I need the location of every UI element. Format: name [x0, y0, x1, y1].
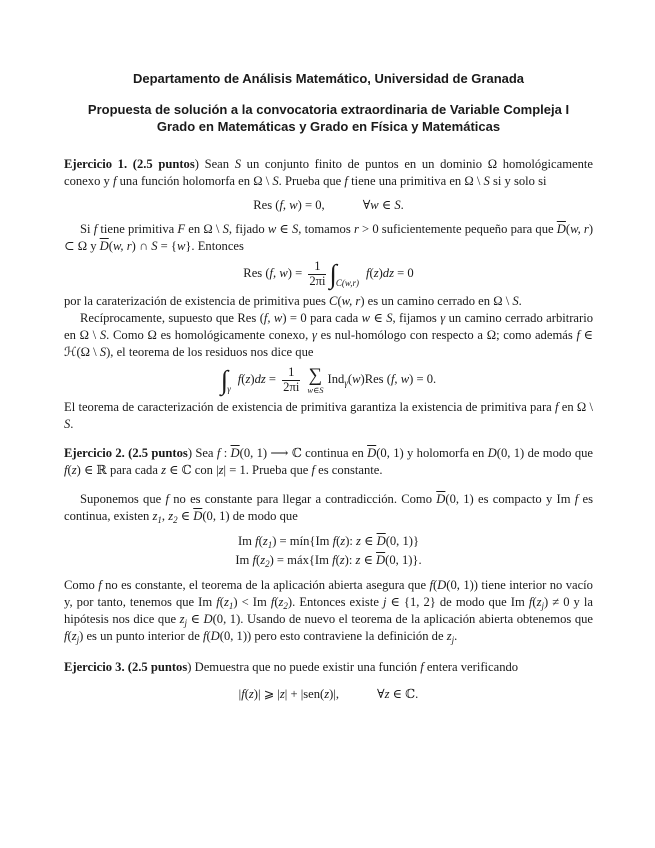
- overline-math-run: $\overline{D}$: [436, 492, 446, 506]
- text-run: (: [255, 553, 261, 567]
- solution-1-paragraph-4: [64, 399, 593, 433]
- math-run: f: [270, 595, 275, 609]
- math-run: S: [512, 294, 519, 308]
- text-run: | = 1. Prueba que: [223, 463, 312, 477]
- text-run: |: [238, 687, 242, 701]
- summation: [307, 366, 323, 395]
- text-run: (0, 1) y holomorfa en: [376, 446, 488, 460]
- subscript-run: 2: [265, 559, 270, 569]
- text-run: Suponemos que: [80, 492, 166, 506]
- text-run: Im: [235, 553, 253, 567]
- text-run: ) es un punto interior de: [79, 629, 203, 643]
- math-run: z: [278, 595, 284, 609]
- overline-math-run: $\overline{D}$: [193, 509, 203, 523]
- math-run: f: [554, 400, 559, 414]
- text-run: ∈: [276, 222, 292, 236]
- math-run: f: [64, 629, 68, 643]
- math-run: f: [112, 174, 117, 188]
- text-run: si y solo si: [489, 174, 547, 188]
- text-run: ∀: [377, 687, 385, 701]
- math-run: f, w: [279, 198, 298, 212]
- text-run: por la caraterización de existencia de primitiva pues: [64, 294, 330, 308]
- math-run: f: [241, 687, 245, 701]
- text-run: Res (: [253, 198, 280, 212]
- text-run: (: [258, 534, 263, 548]
- math-run: f: [64, 463, 68, 477]
- math-run: j: [382, 595, 387, 609]
- fraction: [282, 366, 300, 393]
- math-run: z: [218, 463, 224, 477]
- math-run: f, w: [390, 371, 410, 386]
- integral: [221, 365, 238, 395]
- math-run: z: [279, 687, 285, 701]
- math-run: S: [483, 174, 490, 188]
- overline-math-run: $\overline{D}$: [376, 553, 386, 567]
- header-subtitle: Grado en Matemáticas y Grado en Física y Matemáticas: [156, 119, 501, 134]
- text-run: (: [565, 222, 571, 236]
- text-run: ∈ ℂ con |: [165, 463, 219, 477]
- text-run: tiene primitiva: [97, 222, 178, 236]
- text-run: ∈ {1, 2} de modo que Im: [386, 595, 529, 609]
- math-run: D: [203, 612, 213, 626]
- text-run: (: [532, 595, 537, 609]
- summation-sign: ∑: [308, 364, 323, 386]
- integral-subscript: C(w,r): [335, 277, 359, 288]
- text-run: , fijado: [228, 222, 268, 236]
- math-run: w: [352, 371, 361, 386]
- equation-min-max: [64, 533, 593, 569]
- math-run: z: [339, 553, 345, 567]
- text-run: | + |sen(: [284, 687, 325, 701]
- text-run: (0, 1) de modo que: [202, 509, 298, 523]
- math-run: f: [528, 595, 533, 609]
- text-run: = {: [157, 239, 177, 253]
- subscript-run: j: [184, 618, 188, 628]
- text-run: es nul-homólogo con respecto a Ω; como además: [316, 328, 577, 342]
- fraction-numerator: 1: [308, 260, 326, 274]
- integral-sign: ∫: [220, 365, 229, 395]
- math-run: w: [370, 198, 379, 212]
- text-run: (: [274, 595, 279, 609]
- math-run: f, w: [263, 311, 283, 325]
- text-run: ∈: [370, 311, 387, 325]
- math-run: z: [245, 371, 251, 386]
- math-run: z: [152, 509, 158, 523]
- text-run: ) Sea: [187, 446, 217, 460]
- text-run: ) = 0 para cada: [282, 311, 362, 325]
- bold-run: Ejercicio 2. (2.5 puntos: [64, 446, 188, 460]
- text-run: = 0: [394, 265, 414, 280]
- subscript-run: j: [451, 635, 455, 645]
- text-run: (: [67, 463, 72, 477]
- exercise-3-statement: [64, 659, 593, 676]
- math-run: z: [384, 687, 390, 701]
- math-run: z: [324, 687, 330, 701]
- math-run: f: [365, 265, 370, 280]
- math-run: w, r: [112, 239, 132, 253]
- overline-math-run: $\overline{D}$: [556, 222, 566, 236]
- math-run: S: [394, 198, 401, 212]
- text-run: (: [337, 294, 342, 308]
- math-run: S: [64, 417, 71, 431]
- equation-residue-integral: [64, 259, 593, 289]
- math-run: S: [99, 328, 107, 342]
- text-run: ) ∩: [131, 239, 152, 253]
- exercise-2-statement: [64, 445, 593, 479]
- math-run: z: [168, 509, 174, 523]
- summation-index: w∈S: [307, 384, 324, 395]
- text-run: (0, 1)}: [385, 534, 420, 548]
- text-run: .: [70, 417, 74, 431]
- text-run: (0, 1). Usando de nuevo el teorema de la aplicación abierta obtenemos que: [212, 612, 594, 626]
- solution-1-paragraph-2: [64, 293, 593, 310]
- math-run: f: [216, 595, 220, 609]
- text-run: ) Sean: [194, 157, 235, 171]
- text-run: > 0 suficientemente pequeño para que: [358, 222, 557, 236]
- math-run: S: [234, 157, 242, 171]
- text-run: (: [206, 629, 211, 643]
- text-run: ∈: [378, 198, 395, 212]
- math-run: f: [429, 578, 433, 592]
- spacer: [339, 697, 377, 698]
- text-run: =: [265, 371, 280, 386]
- subscript-run: 1: [267, 540, 273, 550]
- fraction-numerator: 1: [282, 366, 300, 380]
- integral: [329, 259, 366, 289]
- text-run: Si: [80, 222, 94, 236]
- text-run: ). Entonces existe: [287, 595, 383, 609]
- math-run: f: [420, 660, 424, 674]
- text-run: entera verificando: [423, 660, 519, 674]
- math-run: z: [262, 534, 268, 548]
- math-run: f: [311, 463, 316, 477]
- equation-line: [64, 552, 593, 569]
- text-run: (: [241, 371, 246, 386]
- math-run: f: [165, 492, 169, 506]
- document-body: [64, 156, 593, 703]
- math-run: z: [355, 553, 361, 567]
- math-run: dz: [254, 371, 266, 386]
- text-run: ∈ ℂ.: [389, 687, 419, 701]
- text-run: .: [518, 294, 522, 308]
- subscript-run: j: [541, 601, 544, 611]
- math-run: f: [255, 534, 259, 548]
- text-run: ):: [344, 553, 356, 567]
- text-run: ∈: [187, 612, 204, 626]
- text-run: no es constante, el teorema de la aplicación abierta asegura que: [101, 578, 430, 592]
- exercise-1-statement: [64, 156, 593, 190]
- math-run: f: [574, 492, 579, 506]
- math-run: S: [272, 174, 279, 188]
- math-run: S: [291, 222, 299, 236]
- text-run: Recíprocamente, supuesto que Res (: [80, 311, 264, 325]
- math-run: z: [446, 629, 452, 643]
- overline-math-run: $\overline{D}$: [367, 446, 377, 460]
- math-run: f: [344, 174, 348, 188]
- bold-run: Ejercicio 3. (2.5 puntos: [64, 660, 188, 674]
- math-run: z: [260, 553, 266, 567]
- math-run: D: [487, 446, 497, 460]
- math-run: S: [99, 345, 107, 359]
- text-run: en Ω \: [558, 400, 593, 414]
- math-run: z: [340, 534, 346, 548]
- text-run: ,: [161, 509, 169, 523]
- text-run: ) es un camino cerrado en Ω \: [360, 294, 513, 308]
- text-run: (: [335, 553, 340, 567]
- text-run: (: [369, 265, 374, 280]
- math-run: S: [151, 239, 158, 253]
- text-run: , fijamos: [392, 311, 441, 325]
- text-run: ∈: [360, 534, 377, 548]
- math-run: z: [373, 265, 379, 280]
- math-run: S: [386, 311, 393, 325]
- math-run: f: [252, 553, 256, 567]
- subscript-run: 2: [173, 515, 178, 525]
- math-run: w, r: [341, 294, 361, 308]
- text-run: en Ω \: [185, 222, 223, 236]
- fraction-denominator: 2πi: [309, 273, 326, 288]
- equation-residues-zero: [64, 197, 593, 214]
- math-run: f: [237, 371, 242, 386]
- text-run: Im: [237, 534, 256, 548]
- subscript-run: j: [76, 635, 80, 645]
- math-run: f: [202, 629, 207, 643]
- math-run: z: [536, 595, 542, 609]
- text-run: (0, 1)}.: [385, 553, 422, 567]
- math-run: z: [248, 687, 254, 701]
- text-run: ) = 0.: [409, 371, 437, 386]
- overline-math-run: $\overline{D}$: [230, 446, 240, 460]
- math-run: γ: [440, 311, 446, 325]
- math-run: z: [179, 612, 185, 626]
- text-run: (: [219, 595, 224, 609]
- math-run: z: [161, 463, 166, 477]
- text-run: ) ⊂ Ω y: [64, 222, 594, 253]
- text-run: ): [250, 371, 255, 386]
- equation-entire-bound: [64, 686, 593, 703]
- text-run: ∀: [362, 198, 371, 212]
- overline-math-run: $\overline{D}$: [376, 534, 386, 548]
- math-run: dz: [382, 265, 394, 280]
- text-run: (: [67, 629, 72, 643]
- math-run: f: [216, 446, 221, 460]
- text-run: }. Entonces: [185, 239, 244, 253]
- text-run: ) = 0,: [297, 198, 325, 212]
- math-run: γ: [311, 328, 317, 342]
- text-run: ) = mín{Im: [272, 534, 333, 548]
- text-run: :: [220, 446, 231, 460]
- text-run: )|,: [329, 687, 340, 701]
- text-run: ) ∈ ℝ para cada: [76, 463, 162, 477]
- equation-line: [64, 533, 593, 550]
- text-run: (: [336, 534, 341, 548]
- text-run: ∈: [360, 553, 377, 567]
- text-run: ):: [345, 534, 357, 548]
- document-header: [64, 70, 593, 135]
- math-run: z: [71, 629, 77, 643]
- math-run: z: [356, 534, 361, 548]
- text-run: ), el teorema de los residuos nos dice que: [106, 345, 314, 359]
- text-run: , tomamos: [298, 222, 354, 236]
- text-run: Ind: [327, 371, 345, 386]
- equation-line: [64, 686, 593, 703]
- fraction: [308, 260, 326, 287]
- math-run: z: [71, 463, 77, 477]
- text-run: ) =: [287, 265, 306, 280]
- text-run: . Prueba que: [278, 174, 345, 188]
- text-run: (0, 1)) pero esto contraviene la definición de: [219, 629, 447, 643]
- fraction-denominator: 2πi: [283, 379, 300, 394]
- text-run: El teorema de caracterización de existencia de primitiva garantiza la existencia de primitiva para: [64, 400, 555, 414]
- math-run: z: [223, 595, 229, 609]
- text-run: . Como Ω es homológicamente conexo,: [106, 328, 312, 342]
- text-run: (: [347, 371, 353, 386]
- text-run: .: [454, 629, 458, 643]
- math-run: w: [176, 239, 186, 253]
- math-run: F: [177, 222, 186, 236]
- math-run: f, w: [269, 265, 288, 280]
- text-run: (: [108, 239, 113, 253]
- equation-residue-theorem: [64, 365, 593, 395]
- text-run: ): [378, 265, 383, 280]
- text-run: (0, 1) ⟶ ℂ continua en: [239, 446, 368, 460]
- solution-1-paragraph-3: [64, 310, 593, 361]
- text-run: Res (: [243, 265, 270, 280]
- math-run: f: [576, 328, 580, 342]
- integral-subscript: γ: [227, 383, 231, 394]
- header-department: Departamento de Análisis Matemático, Universidad de Granada: [132, 71, 525, 86]
- equation-line: [64, 197, 593, 214]
- solution-1-paragraph-1: [64, 221, 593, 255]
- math-run: w, r: [570, 222, 589, 236]
- text-run: ∈: [177, 509, 194, 523]
- spacer: [325, 208, 363, 209]
- overline-math-run: $\overline{D}$: [99, 239, 109, 253]
- text-run: tiene una primitiva en Ω \: [347, 174, 484, 188]
- subscript-run: γ: [344, 377, 348, 388]
- text-run: (0, 1)) tiene interior no vacío y, por tanto, tenemos que Im: [64, 578, 593, 609]
- bold-run: Ejercicio 1. (2.5 puntos: [64, 157, 195, 171]
- text-run: no es constante para llegar a contradicción. Como: [168, 492, 437, 506]
- math-run: D: [210, 629, 220, 643]
- header-title: Propuesta de solución a la convocatoria extraordinaria de Variable Compleja I: [87, 102, 570, 117]
- text-run: ) = máx{Im: [269, 553, 333, 567]
- text-run: ∈ ℋ(Ω \: [64, 328, 593, 359]
- text-run: es continua, existen: [64, 492, 593, 523]
- math-run: D: [437, 578, 447, 592]
- text-run: (: [244, 687, 249, 701]
- text-run: (: [432, 578, 438, 592]
- text-run: .: [400, 198, 404, 212]
- equation-line: [64, 259, 593, 289]
- text-run: )| ⩾ |: [253, 687, 280, 701]
- math-run: r: [353, 222, 359, 236]
- math-run: f: [332, 534, 337, 548]
- text-run: ) ≠ 0 y la hipótesis nos dice que: [64, 595, 594, 626]
- text-run: (0, 1) de modo que: [496, 446, 594, 460]
- subscript-run: 1: [228, 601, 234, 611]
- math-run: S: [222, 222, 229, 236]
- text-run: (0, 1) es compacto y Im: [445, 492, 575, 506]
- integral-sign: ∫: [329, 259, 337, 289]
- math-run: w: [267, 222, 277, 236]
- equation-line: [64, 365, 593, 395]
- text-run: un conjunto finito de puntos en un dominio Ω homológicamente conexo y: [64, 157, 593, 188]
- text-run: )Res (: [360, 371, 391, 386]
- math-run: w: [361, 311, 371, 325]
- math-run: f: [98, 578, 102, 592]
- solution-2-paragraph-1: [64, 491, 593, 525]
- text-run: un camino cerrado arbitrario en Ω \: [64, 311, 594, 342]
- subscript-run: 2: [283, 601, 288, 611]
- math-run: f: [332, 553, 336, 567]
- math-run: f: [93, 222, 98, 236]
- subscript-run: 1: [157, 515, 162, 525]
- text-run: ) Demuestra que no puede existir una función: [187, 660, 421, 674]
- math-run: C: [329, 294, 338, 308]
- text-run: es constante.: [315, 463, 383, 477]
- text-run: una función holomorfa en Ω \: [116, 174, 273, 188]
- text-run: ) < Im: [233, 595, 271, 609]
- solution-2-paragraph-2: [64, 577, 593, 645]
- text-run: Como: [64, 578, 99, 592]
